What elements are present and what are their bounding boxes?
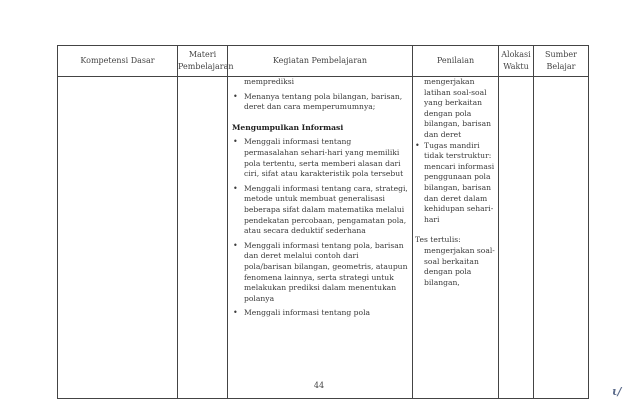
cell-materi-pembelajaran: [178, 77, 228, 399]
bullet-icon: •: [233, 91, 238, 101]
kegiatan-bullet: • Menggali informasi tentang cara, strategi, metode untuk membuat generalisasi beberapa sifat dalam matematika melalui pendekatan percobaan, pengamatan pola, atau secara deduktif sederhana: [233, 183, 408, 236]
header-kegiatan-pembelajaran: Kegiatan Pembelajaran: [228, 46, 413, 77]
section-heading: Mengumpulkan Informasi: [232, 122, 344, 132]
tes-body: mengerjakan soal-soal berkaitan dengan pola bilangan,: [424, 245, 495, 287]
cell-kegiatan-pembelajaran: [228, 77, 413, 399]
table-row: [58, 77, 589, 399]
kegiatan-bullet: • Menggali informasi tentang pola, barisan dan deret melalui contoh dari pola/barisan bilangan, geometris, ataupun fenomena lainnya, serta strategi untuk melakukan prediksi dalam menentukan polanya: [233, 240, 408, 303]
logo-icon: ι/: [612, 385, 622, 398]
kegiatan-continuation: memprediksi: [244, 77, 295, 86]
header-materi-pembelajaran: Materi Pembelajaran: [178, 46, 228, 77]
bullet-icon: •: [415, 140, 420, 150]
bullet-icon: •: [233, 137, 238, 147]
header-kompetensi-dasar: Kompetensi Dasar: [58, 46, 178, 77]
tugas-label: Tugas mandiri tidak terstruktur:: [424, 140, 492, 161]
bullet-icon: •: [233, 183, 238, 193]
cell-penilaian: [413, 77, 499, 399]
cell-alokasi-waktu: [499, 77, 534, 399]
kegiatan-bullet: • Menggali informasi tentang pola: [233, 308, 371, 318]
kegiatan-bullet: • Menanya tentang pola bilangan, barisan, deret dan cara memperumumnya;: [233, 91, 403, 112]
page-number: 44: [313, 381, 325, 390]
penilaian-bullet: [415, 141, 498, 226]
kegiatan-bullet: • Menggali informasi tentang permasalahan sehari-hari yang memiliki pola tertentu, serta memberi alasan dari ciri, sifat atau karakteristik pola tersebut: [233, 137, 404, 179]
tes-label: Tes tertulis:: [415, 235, 461, 245]
header-penilaian: Penilaian: [413, 46, 499, 77]
bullet-icon: •: [233, 240, 238, 250]
penilaian-continuation: mengerjakan latihan soal-soal yang berkaitan dengan pola bilangan, barisan dan deret: [424, 77, 492, 139]
table-header-row: [58, 46, 589, 77]
header-sumber-belajar: Sumber Belajar: [534, 46, 589, 77]
header-alokasi-waktu: Alokasi Waktu: [499, 46, 534, 77]
bullet-icon: •: [233, 308, 238, 318]
cell-sumber-belajar: [534, 77, 589, 399]
cell-kompetensi-dasar: [58, 77, 178, 399]
syllabus-table: [57, 45, 589, 399]
tugas-body: mencari informasi penggunaan pola bilangan, barisan dan deret dalam kehidupan sehari-hari: [424, 161, 495, 224]
